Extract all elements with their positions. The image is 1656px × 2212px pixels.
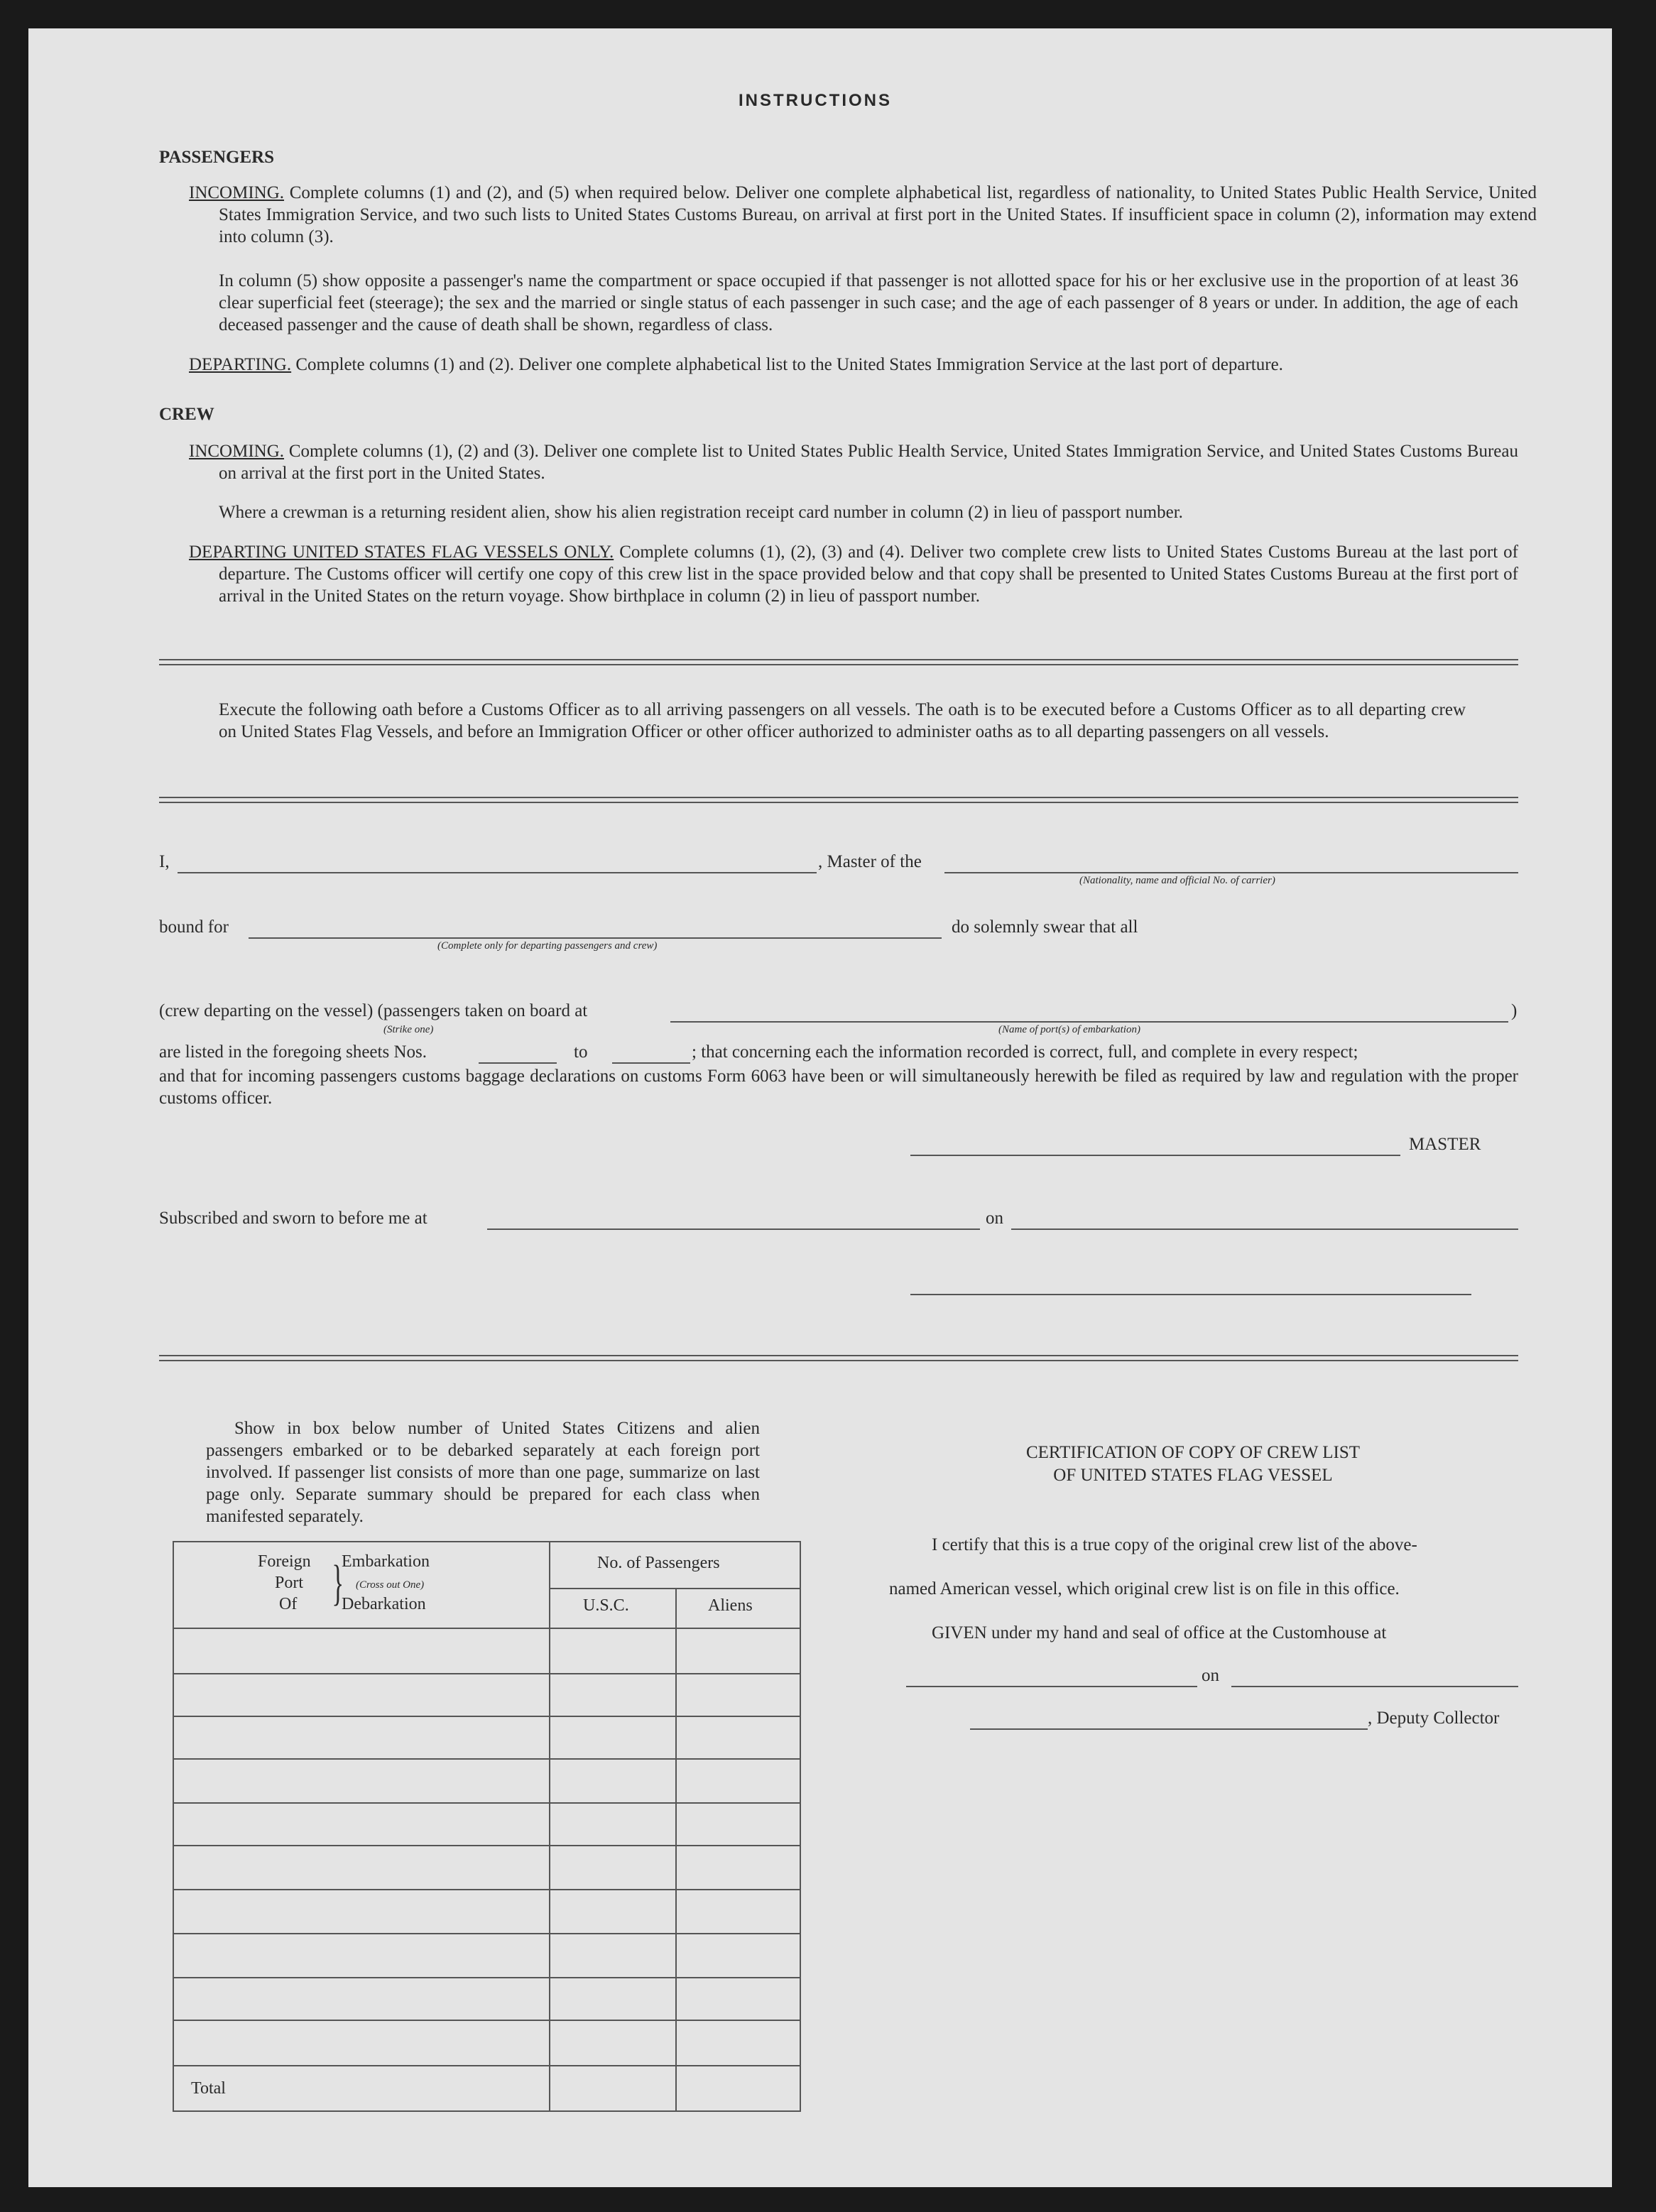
oath-i-label: I, — [159, 852, 170, 871]
crew-departing-label: DEPARTING UNITED STATES FLAG VESSELS ONLY. — [189, 543, 614, 562]
summary-instruction: Show in box below number of United States Citizens and alien passengers embarked or to be debarked separately at each foreign port involved. If passenger list consists of more than one page, summarize on last page only. Separate summary should be prepared for each class when manifested separately. — [206, 1419, 760, 1526]
passengers-departing-text: Complete columns (1) and (2). Deliver one complete alphabetical list to the United States Immigration Service at the last port of departure. — [295, 355, 1283, 374]
crew-incoming-text: Complete columns (1), (2) and (3). Deliver one complete list to United States Public Health Service, United States Immigration Service, and United States Customs Bureau on arrival at the first port in the United States. — [219, 442, 1518, 483]
close-paren: ) — [1511, 1001, 1518, 1020]
passengers-incoming-paragraph — [189, 182, 1537, 248]
col-of-header: Of — [279, 1595, 298, 1613]
table-row[interactable] — [174, 1673, 800, 1674]
table-row[interactable] — [174, 1802, 800, 1804]
sworn-place-field[interactable] — [487, 1228, 980, 1230]
certification-title-line2: OF UNITED STATES FLAG VESSEL — [1053, 1466, 1333, 1485]
col-port-header: Port — [275, 1574, 304, 1592]
customhouse-field[interactable] — [906, 1686, 1197, 1687]
total-label: Total — [191, 2079, 226, 2098]
carrier-field[interactable] — [944, 872, 1518, 873]
section-divider — [159, 1355, 1518, 1361]
table-row[interactable] — [174, 1716, 800, 1717]
table-row[interactable] — [174, 1758, 800, 1760]
master-label: MASTER — [1409, 1135, 1481, 1154]
certification-title — [881, 1442, 1505, 1487]
master-name-field[interactable] — [178, 872, 817, 873]
brace-glyph: } — [332, 1556, 344, 1611]
table-row[interactable] — [174, 1845, 800, 1846]
certification-on-label: on — [1202, 1666, 1219, 1685]
master-signature-field[interactable] — [910, 1155, 1400, 1156]
crew-heading: CREW — [159, 405, 214, 424]
col-usc-header: U.S.C. — [583, 1596, 629, 1615]
listed-continuation: ; that concerning each the information recorded is correct, full, and complete in every respect; — [692, 1042, 1358, 1062]
col-cross-caption: (Cross out One) — [356, 1579, 425, 1591]
passengers-departing-paragraph — [189, 354, 1518, 376]
crew-resident-paragraph: Where a crewman is a returning resident alien, show his alien registration receipt card number in column (2) in lieu of passport number. — [219, 503, 1183, 522]
certification-date-field[interactable] — [1231, 1686, 1518, 1687]
passenger-summary-table — [173, 1541, 801, 2112]
crew-departing-text: Complete columns (1), (2), (3) and (4). Deliver two complete crew lists to United States Customs Bureau at the last port of departure. The Customs officer will certify one copy of this crew list in the space provided below and that copy shall be presented to United States Customs Bureau at the first port of arrival in the United States on the return voyage. Show birthplace in column (2) in lieu of passport number. — [219, 543, 1518, 606]
ports-caption: (Name of port(s) of embarkation) — [998, 1024, 1140, 1035]
certification-line2: named American vessel, which original crew list is on file in this office. — [889, 1579, 1400, 1598]
strike-one-caption: (Strike one) — [383, 1024, 434, 1035]
section-divider — [159, 797, 1518, 803]
bound-for-caption: (Complete only for departing passengers and crew) — [437, 940, 658, 952]
listed-paragraph: and that for incoming passengers customs baggage declarations on customs Form 6063 have been or will simultaneously herewith be filed as required by law and regulation with the proper customs officer. — [159, 1067, 1518, 1108]
col-foreign-header: Foreign — [258, 1552, 311, 1571]
table-row[interactable] — [174, 1889, 800, 1890]
table-row[interactable] — [174, 2065, 800, 2066]
deputy-signature-field[interactable] — [970, 1728, 1368, 1730]
officer-signature-field[interactable] — [910, 1294, 1471, 1295]
subscribed-label: Subscribed and sworn to before me at — [159, 1209, 427, 1228]
crew-incoming-label: INCOMING. — [189, 442, 285, 461]
page-title: INSTRUCTIONS — [739, 91, 892, 110]
passengers-column5-paragraph: In column (5) show opposite a passenger's name the compartment or space occupied if that passenger is not allotted space for his or her exclusive use in the proportion of at least 36 clear superficial feet (steerage); the sex and the married or single status of each passenger in such case; and the age of each passenger of 8 years or under. In addition, the age of each deceased passenger and the cause of death shall be shown, regardless of class. — [219, 271, 1518, 334]
embarkation-ports-field[interactable] — [670, 1021, 1508, 1023]
certification-line1: I certify that this is a true copy of the original crew list of the above- — [932, 1535, 1417, 1554]
listed-to-label: to — [574, 1042, 588, 1062]
sworn-on-label: on — [986, 1209, 1003, 1228]
listed-label: are listed in the foregoing sheets Nos. — [159, 1042, 427, 1062]
passengers-incoming-text: Complete columns (1) and (2), and (5) when required below. Deliver one complete alphabetical list, regardless of nationality, to United States Public Health Service, United States Immigration Service, and two such lists to United States Customs Bureau, on arrival at first port in the United States. If insufficient space in column (2), information may extend into column (3). — [219, 183, 1537, 246]
table-row[interactable] — [174, 2020, 800, 2021]
swear-label: do solemnly swear that all — [952, 917, 1138, 937]
master-of-label: , Master of the — [818, 852, 922, 871]
sworn-date-field[interactable] — [1011, 1228, 1518, 1230]
form-page — [28, 28, 1612, 2187]
section-divider — [159, 659, 1518, 665]
table-row[interactable] — [174, 1977, 800, 1978]
nationality-caption: (Nationality, name and official No. of carrier) — [1079, 875, 1275, 886]
passengers-heading: PASSENGERS — [159, 148, 275, 167]
col-passengers-header: No. of Passengers — [597, 1554, 720, 1572]
passengers-incoming-label: INCOMING. — [189, 183, 285, 202]
deputy-collector-label: , Deputy Collector — [1368, 1709, 1500, 1728]
passengers-departing-label: DEPARTING. — [189, 355, 292, 374]
oath-instruction: Execute the following oath before a Customs Officer as to all arriving passengers on all vessels. The oath is to be executed before a Customs Officer as to all departing crew on United States Flag Vessels, and before an Immigration Officer or other officer authorized to administer oaths as to all departing passengers on all vessels. — [219, 700, 1466, 741]
certification-line3: GIVEN under my hand and seal of office at the Customhouse at — [932, 1623, 1387, 1642]
table-row[interactable] — [174, 1933, 800, 1934]
col-debarkation-header: Debarkation — [342, 1595, 426, 1613]
col-aliens-header: Aliens — [708, 1596, 753, 1615]
bound-for-field[interactable] — [249, 937, 942, 939]
certification-title-line1: CERTIFICATION OF COPY OF CREW LIST — [1025, 1443, 1361, 1462]
sheet-to-field[interactable] — [612, 1062, 690, 1064]
bound-for-label: bound for — [159, 917, 229, 937]
crew-departing-paragraph — [189, 541, 1518, 607]
crew-incoming-paragraph — [189, 440, 1518, 484]
col-embarkation-header: Embarkation — [342, 1552, 430, 1571]
crew-passengers-label: (crew departing on the vessel) (passengers taken on board at — [159, 1001, 588, 1020]
sheet-from-field[interactable] — [479, 1062, 557, 1064]
